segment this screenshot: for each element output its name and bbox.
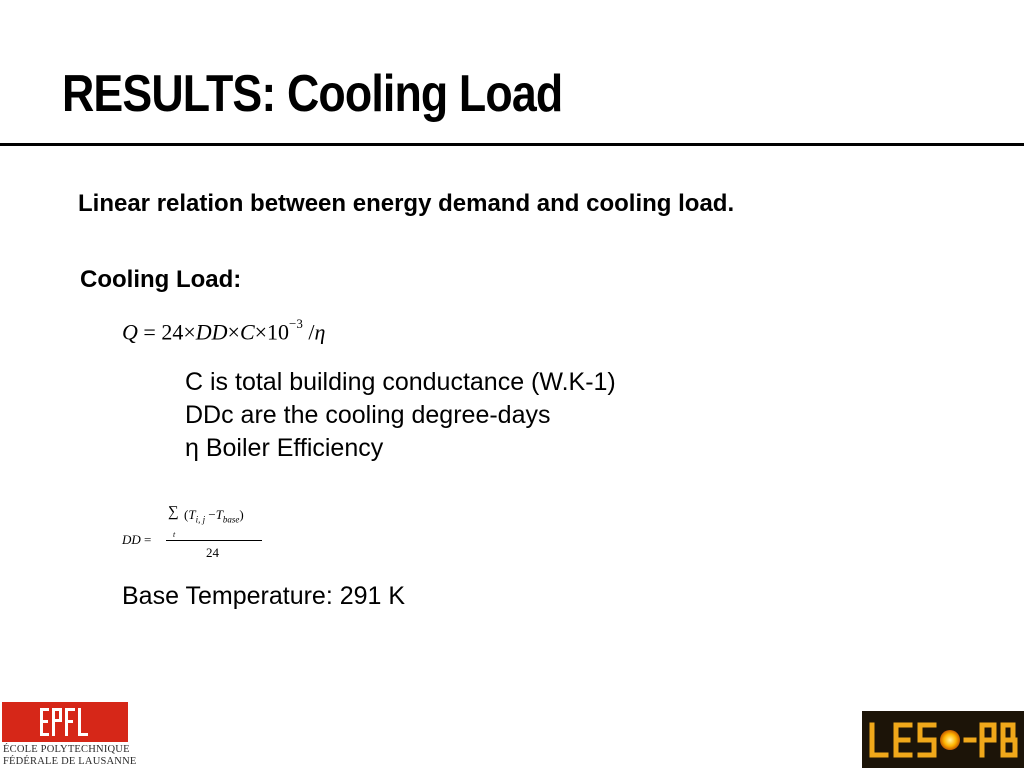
dd-denominator: 24 [206,545,219,560]
definition-efficiency: η Boiler Efficiency [185,434,384,462]
formula-times: × [227,319,240,345]
dd-sum-index-text: t [173,530,176,539]
formula-times: × [254,319,268,345]
dd-minus: − [208,507,216,522]
dd-lhs [122,532,151,548]
dd-fraction-bar [166,540,262,541]
dd-tbase-subscript: base [222,514,240,525]
definitions-list [185,366,616,465]
degree-days-formula [122,502,272,566]
formula-ten: 10 [267,319,290,345]
formula-exponent: −3 [289,316,303,331]
dd-sum-index [173,530,175,539]
cooling-load-heading: Cooling Load: [80,266,242,293]
formula-eta-symbol: η [314,319,326,345]
dd-t-subscript: i, j [195,514,206,525]
epfl-mark-icon [2,702,128,742]
dd-paren-open: ( [184,507,189,522]
dd-t-symbol: T [188,507,196,522]
definition-conductance: C is total building conductance (W.K-1) [185,368,616,396]
formula-slash: / [308,319,315,345]
formula-factor: 24 [161,319,184,345]
intro-text: Linear relation between energy demand and cooling load. [78,190,735,217]
epfl-name-line-1: ÉCOLE POLYTECHNIQUE [3,744,130,755]
dd-equals: = [144,532,152,547]
slide-title: RESULTS: Cooling Load [62,65,563,123]
base-temperature: Base Temperature: 291 K [122,582,406,610]
formula-c-symbol: C [239,319,255,345]
formula-equals: = [143,319,156,345]
epfl-logo [0,702,137,768]
epfl-red-block [2,702,128,742]
title-divider [0,143,1024,146]
definition-degree-days: DDc are the cooling degree-days [185,401,551,429]
dd-sum-symbol: ∑ [168,504,179,520]
formula-times: × [183,319,196,345]
cooling-load-formula [122,312,325,347]
dd-tbase-symbol: T [215,507,223,522]
leso-pb-mark-icon [862,711,1024,768]
epfl-name-line-2: FÉDÉRALE DE LAUSANNE [3,756,137,767]
dd-paren-close: ) [239,507,244,522]
formula-dd-symbol: DD [195,319,228,345]
formula-q-symbol: Q [122,319,138,345]
leso-pb-logo [862,711,1024,768]
dd-symbol: DD [122,532,141,547]
dd-numerator [184,507,244,525]
